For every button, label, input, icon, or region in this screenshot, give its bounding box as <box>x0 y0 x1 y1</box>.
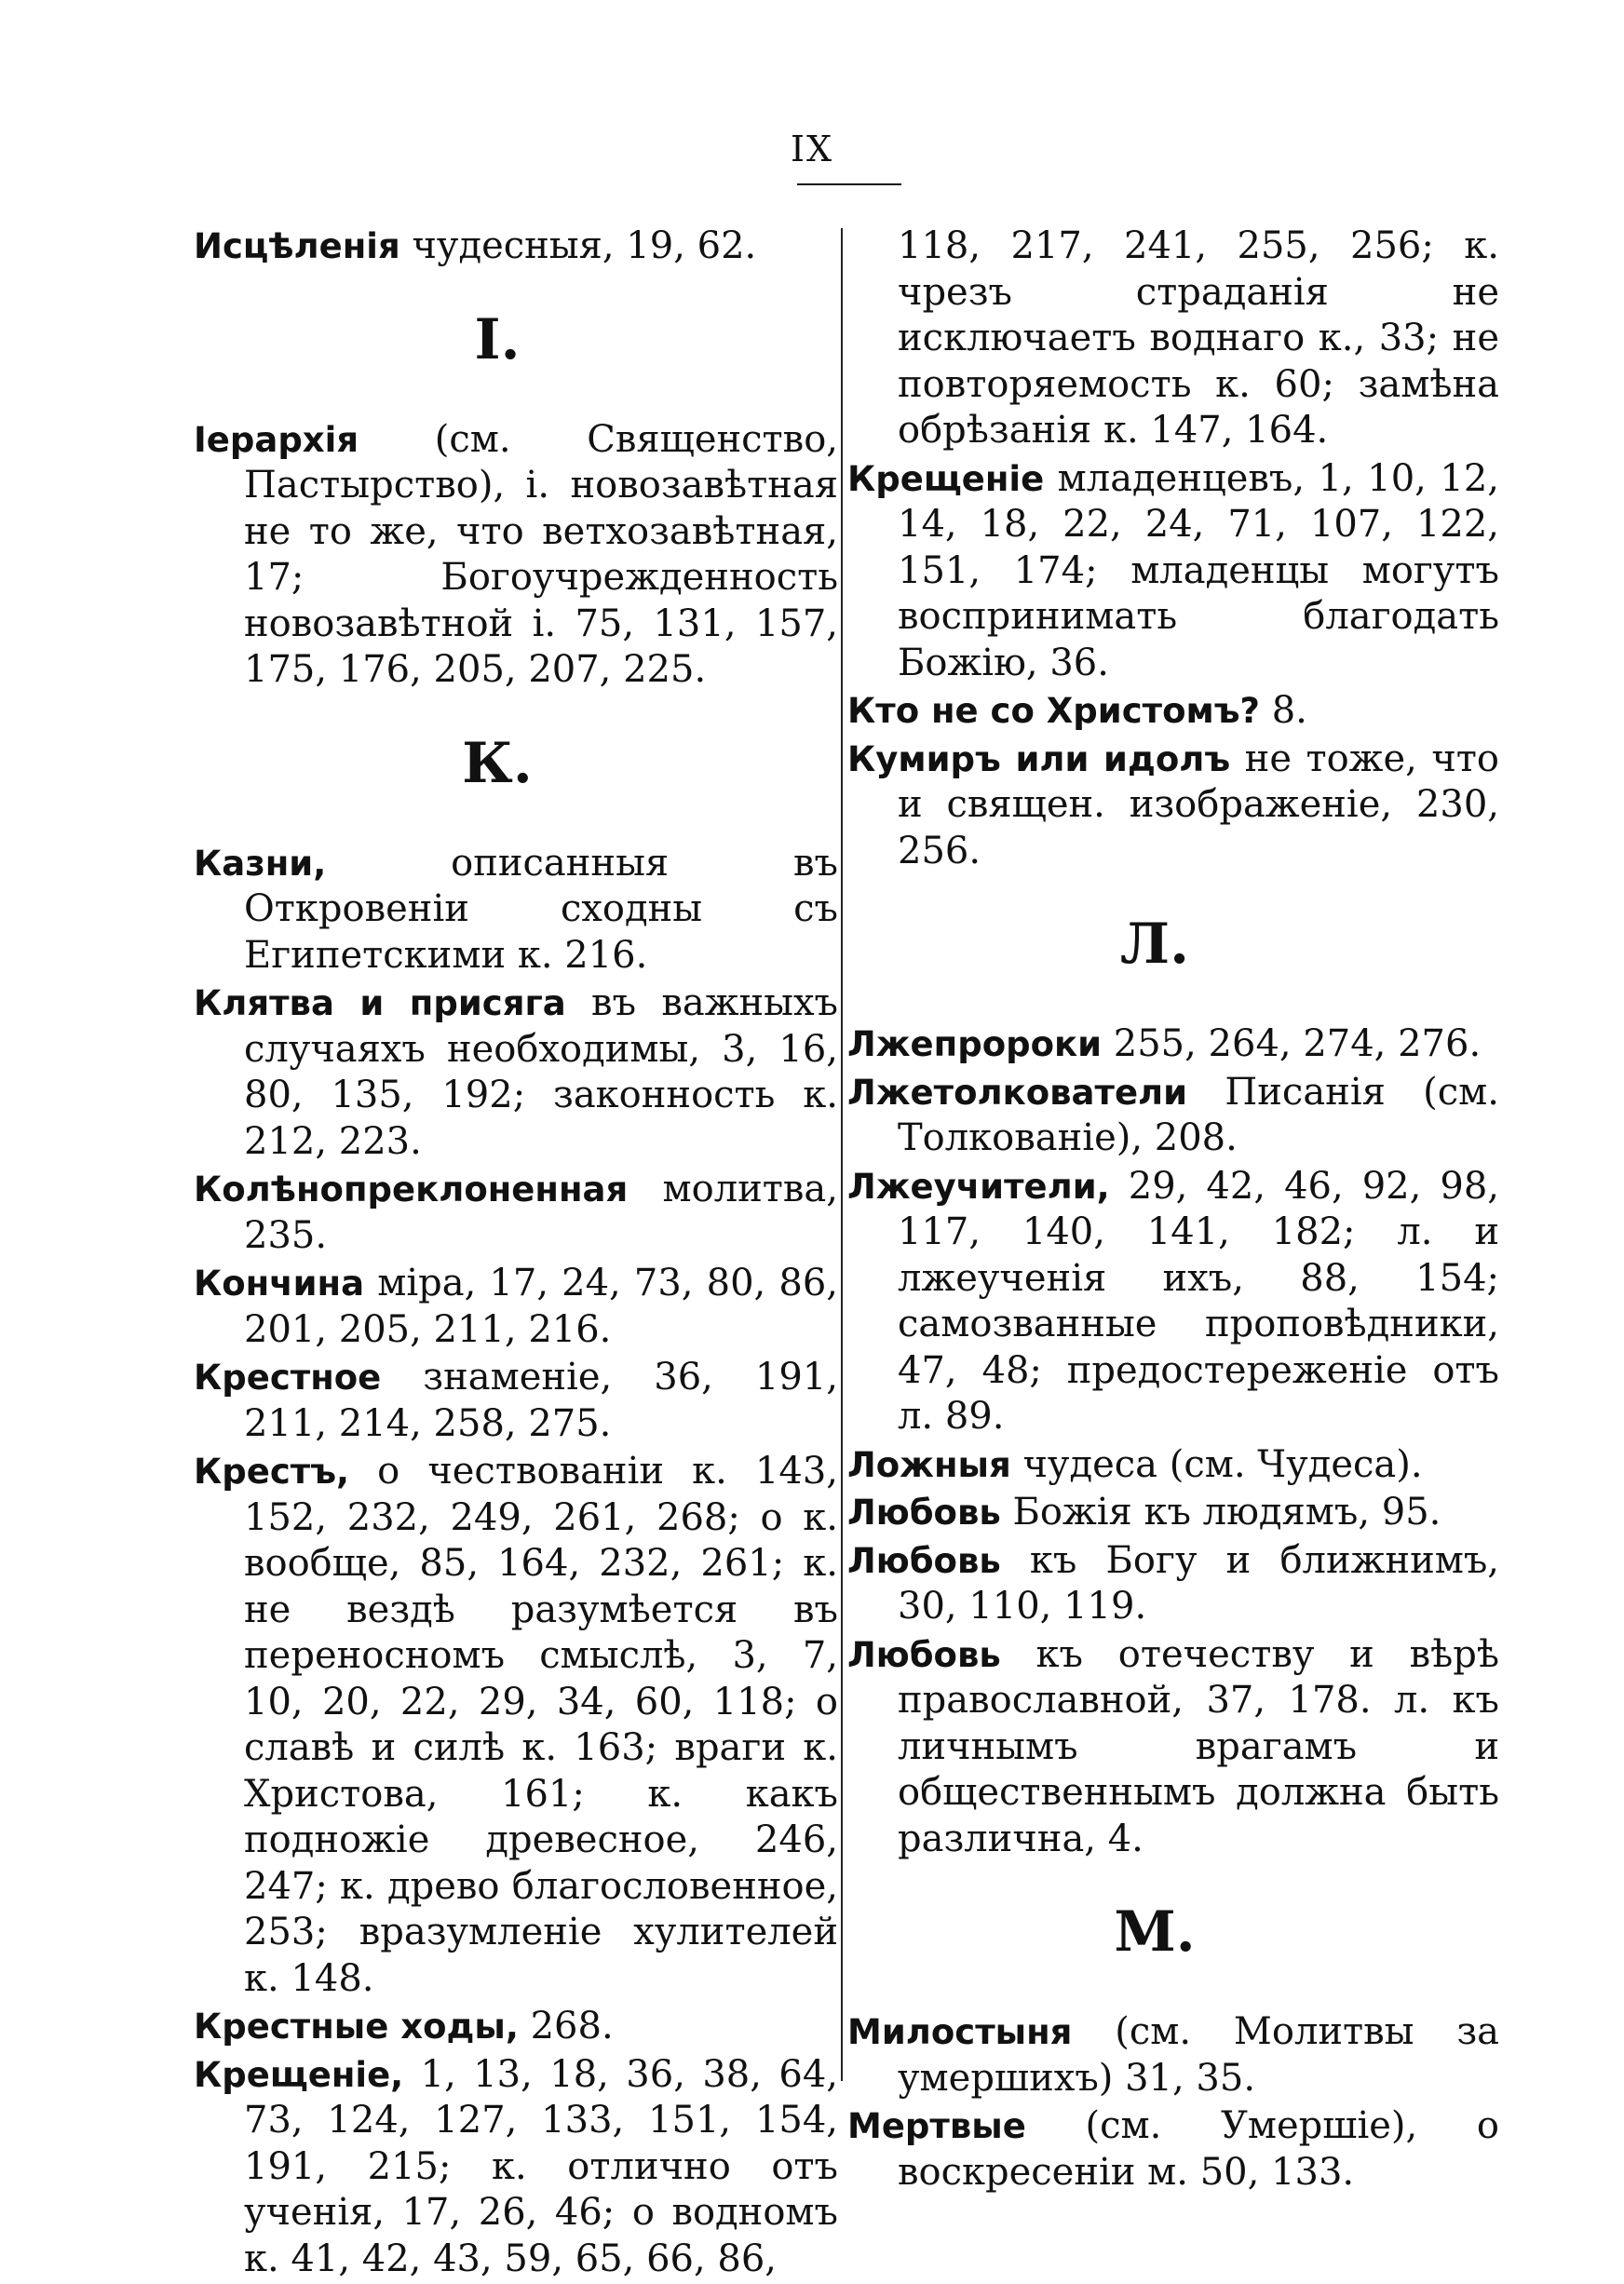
entry-head: Любовь <box>847 1540 1001 1581</box>
entry-text: (см. Священство, Пастырство), і. новозавѣтная не то же, что ветхозавѣтная, 17; Богоучрежденность новозавѣтной і. 75, 131, 157, 175, 176, 205, 207, 225. <box>244 417 838 691</box>
entry-head: Крестъ, <box>194 1452 350 1492</box>
entry-text: 29, 42, 46, 92, 98, 117, 140, 141, 182; л. и лжеученія ихъ, 88, 154; самозванные проповѣдники, 47, 48; предостереженіе отъ л. 89. <box>898 1164 1499 1438</box>
entry-text: чудеса (см. Чудеса). <box>1010 1442 1423 1486</box>
index-entry <box>847 456 1499 687</box>
entry-text: къ отечеству и вѣрѣ православной, 37, 178. л. къ личнымъ врагамъ и общественнымъ должна быть различна, 4. <box>898 1632 1499 1860</box>
index-entry <box>847 1538 1499 1630</box>
entry-text: описанныя въ Откровеніи сходны съ Египетскими к. 216. <box>244 841 838 977</box>
entry-head: Любовь <box>847 1493 1001 1533</box>
entry-head: Любовь <box>847 1634 1001 1675</box>
entry-head: Милостыня <box>847 2012 1073 2052</box>
index-entry <box>194 1355 838 1447</box>
entry-text: въ важныхъ случаяхъ необходимы, 3, 16, 80, 135, 192; законность к. 212, 223. <box>244 981 838 1163</box>
entry-text: 268. <box>518 2005 614 2047</box>
section-letter-m: М. <box>1114 1899 1196 1965</box>
entry-head: Лжетолкователи <box>847 1072 1188 1113</box>
index-entry <box>194 1167 838 1259</box>
entry-head: Исцѣленія <box>194 226 400 266</box>
index-entry <box>847 1070 1499 1162</box>
entry-text: (см. Умершіе), о воскресеніи м. 50, 133. <box>898 2104 1499 2194</box>
index-entry <box>847 1164 1499 1440</box>
header-rule <box>797 183 901 185</box>
entry-text: 8. <box>1260 689 1307 732</box>
entry-text: о чествованіи к. 143, 152, 232, 249, 261, 268; о к. вообще, 85, 164, 232, 261; к. не вездѣ разумѣется въ переносномъ смыслѣ, 3, 7, 10, 20, 22, 29, 34, 60, 118; о славѣ и силѣ к. 163; враги к. Христова, 161; к. какъ подножіе древесное, 246, 247; к. древо благословенное, 253; вразумленіе хулителей к. 148. <box>244 1450 838 2000</box>
entry-text: младенцевъ, 1, 10, 12, 14, 18, 22, 24, 71, 107, 122, 151, 174; младенцы могутъ воспринимать благодать Божію, 36. <box>898 456 1499 684</box>
index-entry <box>847 1490 1499 1536</box>
entry-text: къ Богу и ближнимъ, 30, 110, 119. <box>898 1538 1499 1628</box>
entry-head: Іерархія <box>194 419 359 460</box>
index-entry <box>194 1261 838 1353</box>
index-entry <box>194 2052 838 2283</box>
index-entry <box>847 1021 1499 1068</box>
index-entry <box>847 1632 1499 1863</box>
index-entry <box>847 2009 1499 2102</box>
entry-head: Крещеніе <box>847 458 1045 499</box>
entry-text: не тоже, что и священ. изображеніе, 230, 256. <box>898 737 1499 872</box>
entry-head: Кумиръ или идолъ <box>847 738 1231 779</box>
index-entry <box>194 417 838 694</box>
entry-head: Кончина <box>194 1264 365 1304</box>
entry-text: Писанія (см. Толкованіе), 208. <box>898 1070 1499 1159</box>
entry-head: Ложныя <box>847 1444 1011 1485</box>
entry-head: Крестное <box>194 1358 382 1398</box>
section-letter-l: Л. <box>1120 912 1189 977</box>
left-column <box>194 223 838 2284</box>
index-entry <box>194 841 838 980</box>
entry-text: чудесныя, 19, 62. <box>399 224 757 267</box>
entry-text: міра, 17, 24, 73, 80, 86, 201, 205, 211, 216. <box>244 1262 838 1351</box>
entry-head: Крестные ходы, <box>194 2007 519 2047</box>
index-entry <box>847 737 1499 875</box>
entry-text: 1, 13, 18, 36, 38, 64, 73, 124, 127, 133, 151, 154, 191, 215; к. отлично отъ ученія, 17, 26, 46; о водномъ к. 41, 42, 43, 59, 65, 66, 86, <box>244 2052 838 2280</box>
index-entry <box>847 2103 1499 2196</box>
entry-head: Лжепророки <box>847 1024 1103 1064</box>
entry-head: Клятва и присяга <box>194 983 566 1023</box>
page-number: IX <box>790 128 834 169</box>
entry-text: знаменіе, 36, 191, 211, 214, 258, 275. <box>244 1356 838 1445</box>
entry-text: молитва, 235. <box>244 1168 838 1257</box>
right-column <box>847 223 1499 2197</box>
index-entry <box>194 2004 838 2050</box>
entry-head: Колѣнопреклоненная <box>194 1169 629 1210</box>
index-entry <box>194 980 838 1165</box>
column-divider <box>841 228 843 2081</box>
index-entry <box>194 1449 838 2002</box>
entry-head: Крещеніе, <box>194 2054 404 2095</box>
entry-continuation: 118, 217, 241, 255, 256; к. чрезъ страданія не исключаетъ воднаго к., 33; не повторяемость к. 60; замѣна обрѣзанія к. 147, 164. <box>898 224 1499 452</box>
entry-text: 255, 264, 274, 276. <box>1102 1022 1482 1065</box>
entry-head: Лжеучители, <box>847 1166 1110 1207</box>
index-entry <box>847 1442 1499 1489</box>
entry-text: Божія къ людямъ, 95. <box>1000 1491 1441 1534</box>
section-letter-k: К. <box>462 730 533 796</box>
section-letter-i: I. <box>474 306 521 372</box>
entry-head: Казни, <box>194 843 327 884</box>
entry-head: Кто не со Христомъ? <box>847 691 1261 731</box>
index-entry <box>194 223 838 270</box>
entry-text: (см. Молитвы за умершихъ) 31, 35. <box>898 2010 1499 2100</box>
index-entry <box>847 688 1499 735</box>
entry-head: Мертвые <box>847 2106 1026 2146</box>
